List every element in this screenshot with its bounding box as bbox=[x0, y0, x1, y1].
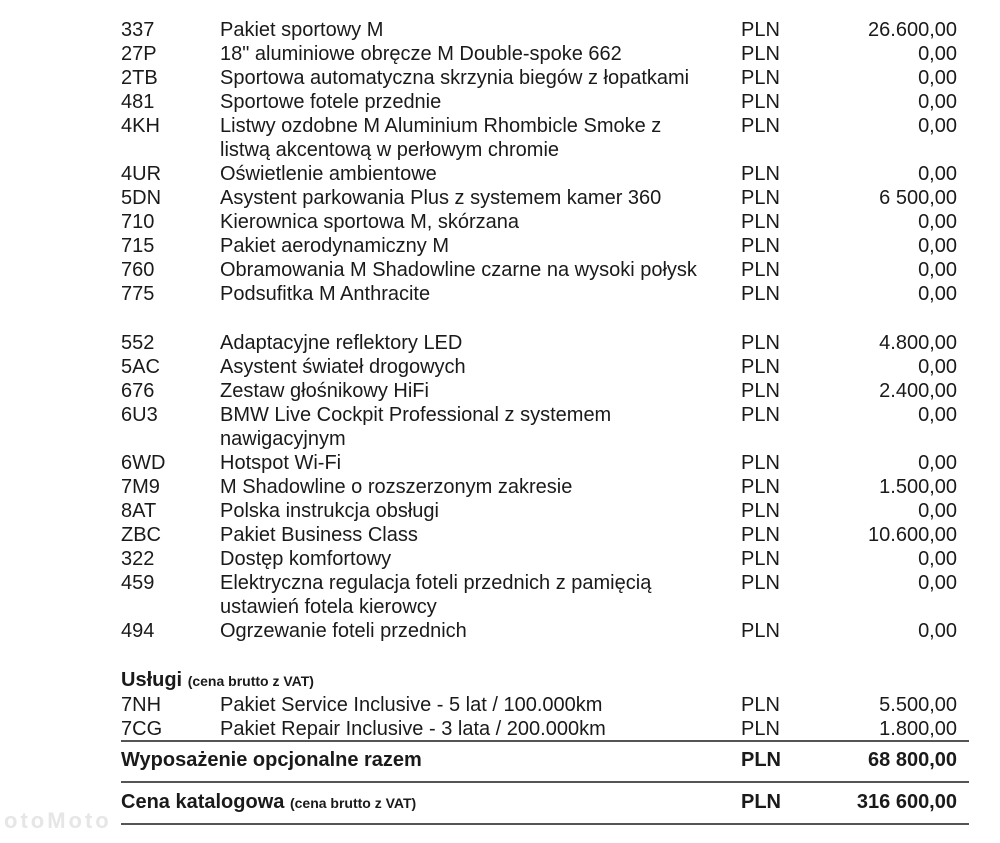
option-code: 760 bbox=[121, 259, 155, 281]
option-code: 715 bbox=[121, 235, 155, 257]
option-row bbox=[0, 258, 1000, 282]
option-name: Podsufitka M Anthracite bbox=[220, 283, 431, 305]
option-price: 0,00 bbox=[918, 43, 957, 65]
option-currency: PLN bbox=[741, 187, 780, 209]
option-name: Sportowa automatyczna skrzynia biegów z łopatkami bbox=[220, 67, 690, 89]
catalog-price-label: Cena katalogowa bbox=[121, 791, 285, 813]
option-name: Pakiet Business Class bbox=[220, 524, 418, 546]
option-price: 0,00 bbox=[918, 620, 957, 642]
option-currency: PLN bbox=[741, 356, 780, 378]
service-code: 7NH bbox=[121, 694, 162, 716]
option-row bbox=[0, 114, 1000, 162]
option-row bbox=[0, 162, 1000, 186]
option-name: Oświetlenie ambientowe bbox=[220, 163, 437, 185]
option-row bbox=[0, 355, 1000, 379]
optional-total-row bbox=[0, 746, 1000, 774]
option-code: 552 bbox=[121, 332, 155, 354]
services-heading bbox=[121, 668, 314, 693]
option-name: Kierownica sportowa M, skórzana bbox=[220, 211, 520, 233]
option-currency: PLN bbox=[741, 332, 780, 354]
service-currency: PLN bbox=[741, 718, 780, 740]
option-currency: PLN bbox=[741, 500, 780, 522]
option-row bbox=[0, 90, 1000, 114]
option-code: 481 bbox=[121, 91, 155, 113]
option-price: 0,00 bbox=[918, 235, 957, 257]
option-currency: PLN bbox=[741, 19, 780, 41]
catalog-price-note: (cena brutto z VAT) bbox=[289, 795, 417, 811]
option-row bbox=[0, 282, 1000, 306]
option-currency: PLN bbox=[741, 524, 780, 546]
option-price: 0,00 bbox=[918, 163, 957, 185]
option-code: 4UR bbox=[121, 163, 162, 185]
option-row bbox=[0, 475, 1000, 499]
option-name: Hotspot Wi-Fi bbox=[220, 452, 342, 474]
option-price: 4.800,00 bbox=[879, 332, 957, 354]
catalog-price-label-group bbox=[121, 788, 416, 817]
option-name: M Shadowline o rozszerzonym zakresie bbox=[220, 476, 573, 498]
option-name: Obramowania M Shadowline czarne na wysoki połysk bbox=[220, 259, 697, 281]
option-code: 459 bbox=[121, 572, 155, 594]
watermark-logo: otoMoto bbox=[4, 808, 112, 833]
option-row bbox=[0, 66, 1000, 90]
optional-total-currency: PLN bbox=[741, 749, 781, 771]
option-currency: PLN bbox=[741, 620, 780, 642]
option-row bbox=[0, 210, 1000, 234]
divider-line bbox=[121, 823, 969, 825]
service-currency: PLN bbox=[741, 694, 780, 716]
option-currency: PLN bbox=[741, 380, 780, 402]
option-name: Asystent parkowania Plus z systemem kamer 360 bbox=[220, 187, 662, 209]
option-currency: PLN bbox=[741, 115, 780, 137]
option-name: Ogrzewanie foteli przednich bbox=[220, 620, 467, 642]
option-currency: PLN bbox=[741, 476, 780, 498]
option-code: 6U3 bbox=[121, 404, 158, 426]
service-row bbox=[0, 717, 1000, 741]
option-price: 0,00 bbox=[918, 548, 957, 570]
option-currency: PLN bbox=[741, 452, 780, 474]
option-price: 0,00 bbox=[918, 91, 957, 113]
option-row bbox=[0, 379, 1000, 403]
option-price: 0,00 bbox=[918, 211, 957, 233]
option-row bbox=[0, 451, 1000, 475]
option-currency: PLN bbox=[741, 548, 780, 570]
option-row bbox=[0, 42, 1000, 66]
option-currency: PLN bbox=[741, 91, 780, 113]
option-price: 0,00 bbox=[918, 404, 957, 426]
option-row bbox=[0, 619, 1000, 643]
option-price: 0,00 bbox=[918, 356, 957, 378]
option-currency: PLN bbox=[741, 283, 780, 305]
optional-total-label: Wyposażenie opcjonalne razem bbox=[121, 749, 422, 771]
option-code: ZBC bbox=[121, 524, 161, 546]
option-name: Dostęp komfortowy bbox=[220, 548, 392, 570]
option-code: 4KH bbox=[121, 115, 160, 137]
option-row bbox=[0, 547, 1000, 571]
option-code: 5DN bbox=[121, 187, 162, 209]
services-note: (cena brutto z VAT) bbox=[187, 673, 314, 689]
option-name: 18" aluminiowe obręcze M Double-spoke 662 bbox=[220, 43, 622, 65]
option-name: Pakiet sportowy M bbox=[220, 19, 384, 41]
service-price: 1.800,00 bbox=[879, 718, 957, 740]
option-price: 0,00 bbox=[918, 115, 957, 137]
option-code: 8AT bbox=[121, 500, 157, 522]
option-currency: PLN bbox=[741, 43, 780, 65]
option-price: 6 500,00 bbox=[879, 187, 957, 209]
option-name: Elektryczna regulacja foteli przednich z pamięcią ustawień fotela kierowcy bbox=[220, 572, 652, 618]
option-price: 1.500,00 bbox=[879, 476, 957, 498]
option-row bbox=[0, 331, 1000, 355]
option-price: 0,00 bbox=[918, 452, 957, 474]
services-title: Usługi bbox=[121, 669, 183, 691]
option-name: Asystent świateł drogowych bbox=[220, 356, 466, 378]
option-price: 0,00 bbox=[918, 572, 957, 594]
option-price: 26.600,00 bbox=[868, 19, 957, 41]
option-code: 6WD bbox=[121, 452, 166, 474]
option-currency: PLN bbox=[741, 67, 780, 89]
optional-total-price: 68 800,00 bbox=[868, 749, 957, 771]
option-price: 0,00 bbox=[918, 67, 957, 89]
divider-line bbox=[121, 781, 969, 783]
option-code: 2TB bbox=[121, 67, 158, 89]
option-row bbox=[0, 186, 1000, 210]
option-name: Listwy ozdobne M Aluminium Rhombicle Smoke z listwą akcentową w perłowym chromie bbox=[220, 115, 662, 161]
option-code: 676 bbox=[121, 380, 155, 402]
option-row bbox=[0, 523, 1000, 547]
catalog-price-value: 316 600,00 bbox=[856, 791, 957, 813]
option-code: 337 bbox=[121, 19, 155, 41]
option-currency: PLN bbox=[741, 211, 780, 233]
option-code: 775 bbox=[121, 283, 155, 305]
option-currency: PLN bbox=[741, 163, 780, 185]
service-price: 5.500,00 bbox=[879, 694, 957, 716]
option-row bbox=[0, 571, 1000, 619]
divider-line bbox=[121, 740, 969, 742]
option-currency: PLN bbox=[741, 259, 780, 281]
option-code: 494 bbox=[121, 620, 155, 642]
option-code: 710 bbox=[121, 211, 155, 233]
option-code: 27P bbox=[121, 43, 157, 65]
option-name: Sportowe fotele przednie bbox=[220, 91, 442, 113]
catalog-price-currency: PLN bbox=[741, 791, 781, 813]
option-name: Zestaw głośnikowy HiFi bbox=[220, 380, 429, 402]
option-price: 0,00 bbox=[918, 259, 957, 281]
option-code: 5AC bbox=[121, 356, 160, 378]
option-name: Pakiet aerodynamiczny M bbox=[220, 235, 449, 257]
service-name: Pakiet Service Inclusive - 5 lat / 100.000km bbox=[220, 694, 603, 716]
option-code: 7M9 bbox=[121, 476, 160, 498]
option-price: 0,00 bbox=[918, 500, 957, 522]
option-currency: PLN bbox=[741, 235, 780, 257]
option-price: 0,00 bbox=[918, 283, 957, 305]
service-code: 7CG bbox=[121, 718, 163, 740]
option-currency: PLN bbox=[741, 572, 780, 594]
option-row bbox=[0, 499, 1000, 523]
option-name: Polska instrukcja obsługi bbox=[220, 500, 439, 522]
option-row bbox=[0, 403, 1000, 451]
option-row bbox=[0, 234, 1000, 258]
option-name: Adaptacyjne reflektory LED bbox=[220, 332, 463, 354]
catalog-price-row bbox=[0, 788, 1000, 816]
option-price: 2.400,00 bbox=[879, 380, 957, 402]
option-price: 10.600,00 bbox=[868, 524, 957, 546]
option-code: 322 bbox=[121, 548, 155, 570]
service-row bbox=[0, 693, 1000, 717]
service-name: Pakiet Repair Inclusive - 3 lata / 200.000km bbox=[220, 718, 606, 740]
option-currency: PLN bbox=[741, 404, 780, 426]
option-row bbox=[0, 18, 1000, 42]
option-name: BMW Live Cockpit Professional z systemem nawigacyjnym bbox=[220, 404, 612, 450]
